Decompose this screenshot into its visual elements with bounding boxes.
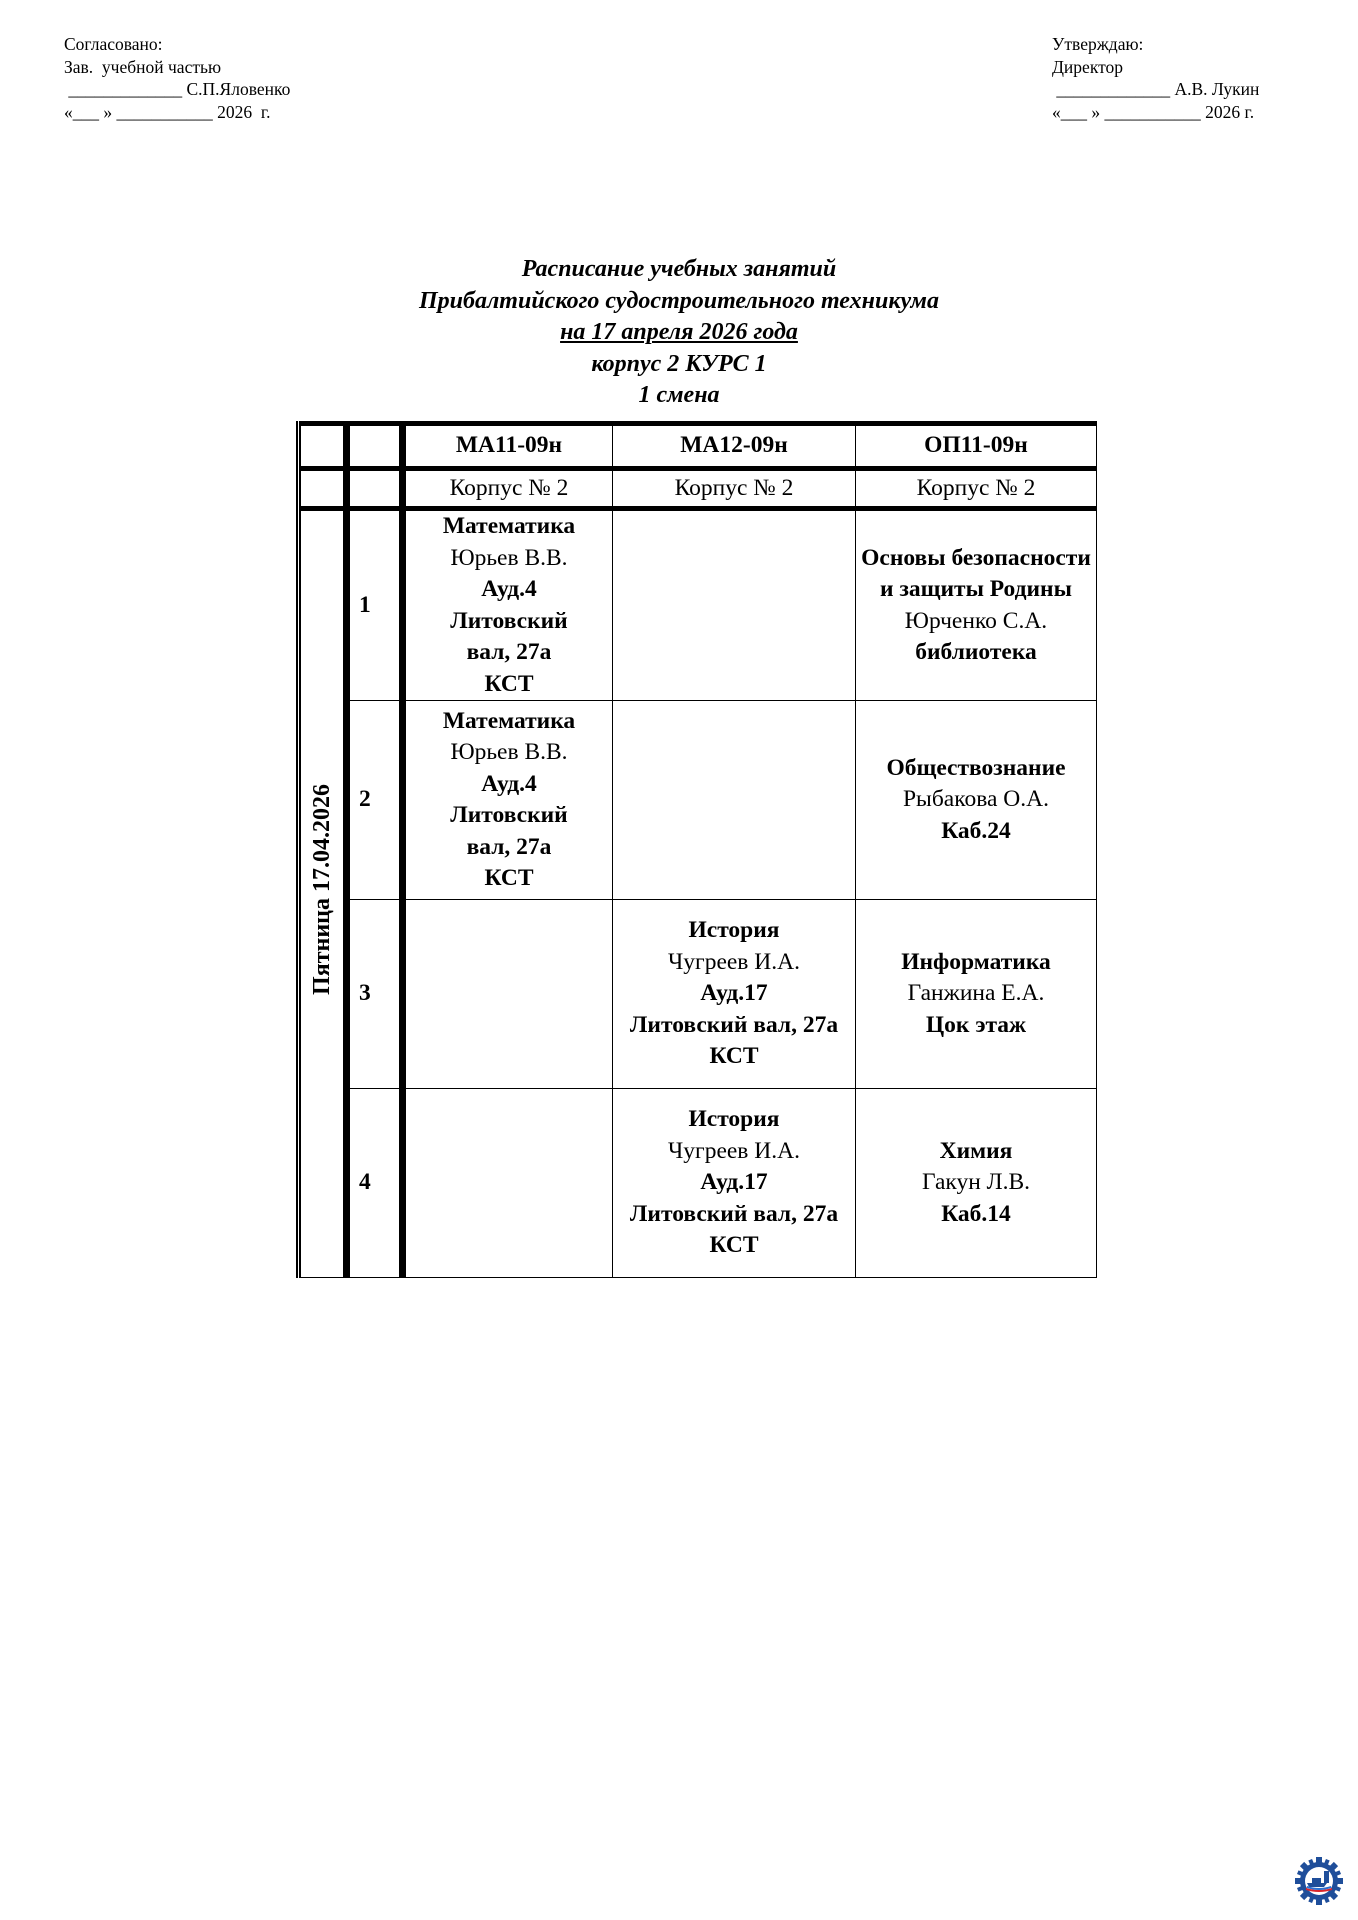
lesson-subject: Обществознание: [886, 754, 1066, 781]
lesson-address: Литовский вал, 27а: [450, 802, 568, 860]
approval-position: Директор: [1052, 56, 1124, 77]
lesson-cell: [613, 900, 856, 1089]
approval-date-line: «___ » ___________ 2026 г.: [1052, 101, 1255, 122]
lesson-teacher: Ганжина Е.А.: [907, 980, 1045, 1007]
lesson-subject: Химия: [939, 1137, 1013, 1164]
group-header: МА12-09н: [613, 424, 856, 469]
lesson-cell: [613, 701, 856, 900]
lesson-address: Литовский вал, 27а: [450, 607, 568, 665]
approval-date-line: «___ » ___________ 2026 г.: [64, 101, 271, 122]
lesson-room: Цок этаж: [925, 1011, 1027, 1038]
approval-label: Утверждаю:: [1052, 34, 1144, 54]
lesson-site: КСТ: [484, 865, 534, 891]
lesson-cell: [856, 701, 1097, 900]
college-emblem-icon: [1294, 1856, 1344, 1906]
lesson-teacher: Юрьев В.В.: [450, 739, 568, 765]
schedule-table: [296, 421, 1097, 1278]
lesson-subject: Информатика: [901, 948, 1051, 975]
lesson-room: Ауд.4: [481, 770, 537, 797]
lesson-cell: [403, 1089, 613, 1278]
lesson-address: Литовский вал, 27а: [629, 1200, 839, 1227]
title-building-course: корпус 2 КУРС 1: [591, 350, 767, 377]
empty-cell: [299, 424, 347, 469]
lesson-cell: [403, 900, 613, 1089]
day-label: Пятница 17.04.2026: [309, 783, 335, 995]
lesson-cell: [403, 509, 613, 701]
lesson-site: КСТ: [709, 1043, 759, 1070]
lesson-cell: [856, 1089, 1097, 1278]
lesson-number: 2: [347, 701, 403, 900]
schedule-title: [0, 254, 1358, 412]
lesson-cell: [613, 509, 856, 701]
building-header: Корпус № 2: [403, 469, 613, 509]
empty-cell: [299, 469, 347, 509]
lesson-subject: Математика: [442, 707, 576, 734]
lesson-cell: [856, 509, 1097, 701]
empty-cell: [347, 424, 403, 469]
lesson-room: Ауд.17: [700, 980, 768, 1007]
group-header: МА11-09н: [403, 424, 613, 469]
building-header: Корпус № 2: [856, 469, 1097, 509]
lesson-teacher: Юрьев В.В.: [450, 544, 568, 571]
lesson-cell: [403, 701, 613, 900]
lesson-room: Ауд.17: [700, 1169, 768, 1196]
approval-position: Зав. учебной частью: [64, 56, 222, 77]
day-cell: [299, 509, 347, 1278]
empty-cell: [347, 469, 403, 509]
lesson-row: [299, 509, 1097, 701]
group-header: ОП11-09н: [856, 424, 1097, 469]
lesson-room: библиотека: [915, 639, 1037, 665]
lesson-number: 1: [347, 509, 403, 701]
lesson-row: [299, 1089, 1097, 1278]
lesson-subject: Математика: [442, 513, 576, 539]
lesson-number: 3: [347, 900, 403, 1089]
approval-label: Согласовано:: [64, 34, 163, 54]
title-line: Расписание учебных занятий: [521, 256, 837, 282]
lesson-cell: [613, 1089, 856, 1278]
lesson-row: [299, 701, 1097, 900]
lesson-room: Каб.14: [941, 1200, 1011, 1227]
approval-block-left: [64, 33, 290, 123]
lesson-site: КСТ: [484, 670, 534, 697]
title-date: на 17 апреля 2026 года: [560, 319, 798, 345]
approval-signature-line: _____________ А.В. Лукин: [1052, 79, 1260, 99]
lesson-teacher: Юрченко С.А.: [904, 607, 1048, 634]
group-header-row: [299, 424, 1097, 469]
lesson-subject: Основы безопасности и защиты Родины: [861, 544, 1091, 602]
approval-signature-line: _____________ С.П.Яловенко: [64, 79, 291, 99]
lesson-room: Ауд.4: [481, 576, 537, 602]
building-header: Корпус № 2: [613, 469, 856, 509]
lesson-cell: [856, 900, 1097, 1089]
approval-block-right: [1052, 33, 1259, 123]
lesson-site: КСТ: [709, 1232, 759, 1259]
lesson-teacher: Гакун Л.В.: [921, 1169, 1031, 1196]
lesson-row: [299, 900, 1097, 1089]
lesson-room: Каб.24: [941, 817, 1011, 844]
title-institution: Прибалтийского судостроительного техникума: [419, 287, 939, 314]
lesson-teacher: Чугреев И.А.: [668, 948, 800, 975]
title-shift: 1 смена: [638, 382, 720, 408]
lesson-address: Литовский вал, 27а: [629, 1011, 839, 1038]
lesson-teacher: Чугреев И.А.: [668, 1137, 800, 1164]
lesson-teacher: Рыбакова О.А.: [902, 786, 1049, 813]
building-header-row: [299, 469, 1097, 509]
lesson-subject: История: [688, 917, 780, 944]
lesson-number: 4: [347, 1089, 403, 1278]
lesson-subject: История: [688, 1106, 780, 1133]
